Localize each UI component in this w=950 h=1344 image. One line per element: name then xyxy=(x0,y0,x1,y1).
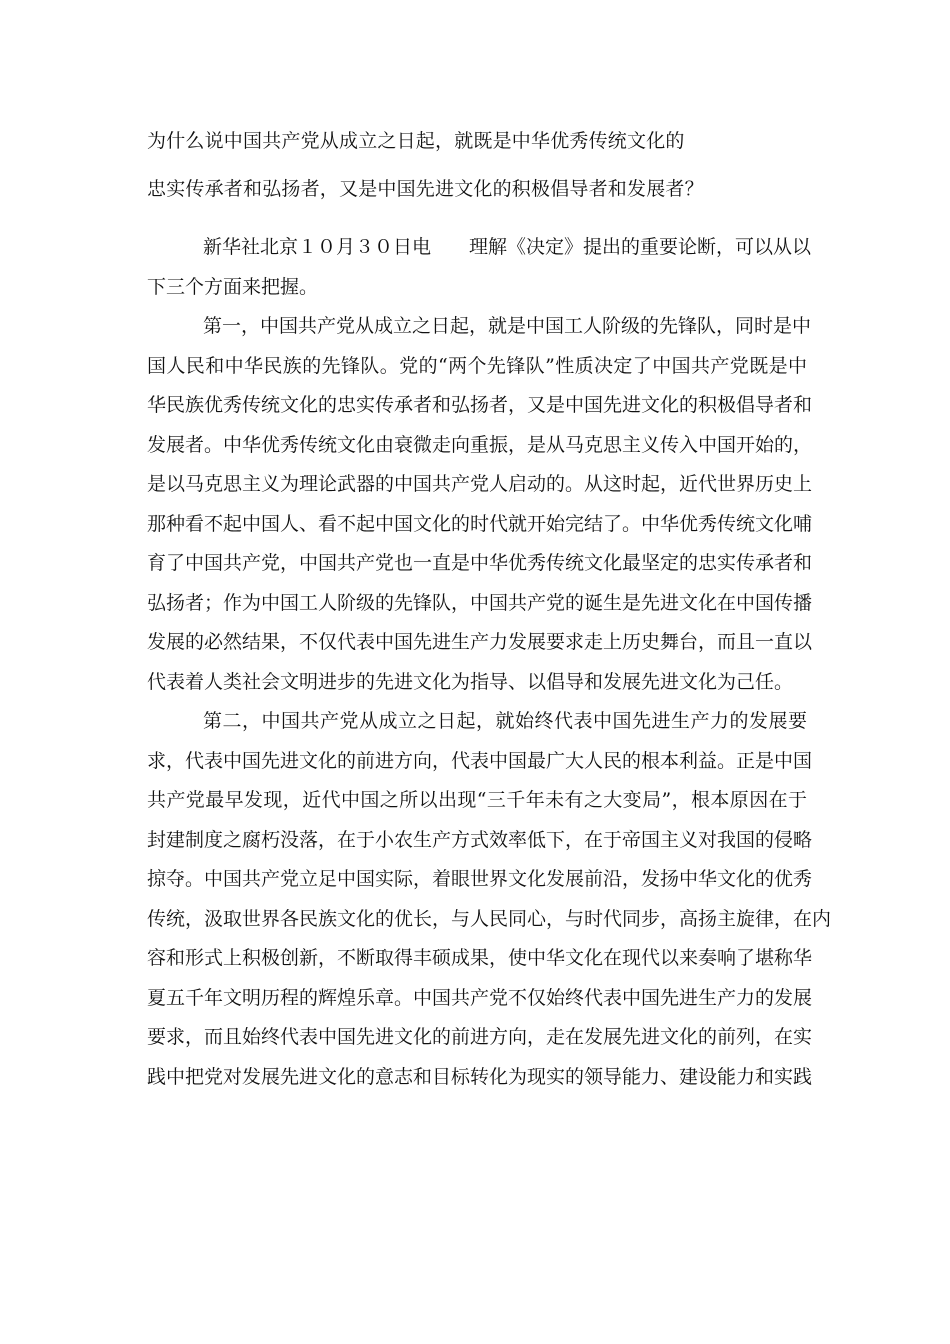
text-line: 下三个方面来把握。 xyxy=(147,275,319,298)
text-line: 共产党最早发现，近代中国之所以出现“三千年未有之大变局”，根本原因在于 xyxy=(147,789,807,811)
title-line-2: 忠实传承者和弘扬者，又是中国先进文化的积极倡导者和发展者？ xyxy=(147,178,704,200)
text-line: 容和形式上积极创新，不断取得丰硕成果，使中华文化在现代以来奏响了堪称华 xyxy=(147,947,813,969)
text-line: 传统，汲取世界各民族文化的优长，与人民同心，与时代同步，高扬主旋律，在内 xyxy=(147,907,832,930)
paragraph-first-point xyxy=(147,307,813,702)
text-line: 华民族优秀传统文化的忠实传承者和弘扬者，又是中国先进文化的积极倡导者和 xyxy=(147,394,813,416)
text-line: 国人民和中华民族的先锋队。党的“两个先锋队”性质决定了中国共产党既是中 xyxy=(147,354,807,377)
text-line: 掠夺。中国共产党立足中国实际，着眼世界文化发展前沿，发扬中华文化的优秀 xyxy=(147,868,813,890)
text-line: 弘扬者；作为中国工人阶级的先锋队，中国共产党的诞生是先进文化在中国传播 xyxy=(147,591,813,614)
title-line-1: 为什么说中国共产党从成立之日起，就既是中华优秀传统文化的 xyxy=(147,130,685,152)
text-line: 新华社北京１０月３０日电 理解《决定》提出的重要论断，可以从以 xyxy=(203,236,812,258)
paragraph-second-point xyxy=(147,702,832,1097)
text-line: 是以马克思主义为理论武器的中国共产党人启动的。从这时起，近代世界历史上 xyxy=(147,473,813,495)
paragraph-intro xyxy=(147,228,812,307)
text-line: 发展者。中华优秀传统文化由衰微走向重振，是从马克思主义传入中国开始的， xyxy=(147,433,813,456)
text-line: 那种看不起中国人、看不起中国文化的时代就开始完结了。中华优秀传统文化哺 xyxy=(147,512,813,535)
text-line: 要求，而且始终代表中国先进文化的前进方向，走在发展先进文化的前列，在实 xyxy=(147,1026,813,1048)
document-body xyxy=(147,228,832,1097)
text-line: 代表着人类社会文明进步的先进文化为指导、以倡导和发展先进文化为己任。 xyxy=(147,670,794,693)
text-line: 封建制度之腐朽没落，在于小农生产方式效率低下，在于帝国主义对我国的侵略 xyxy=(147,828,813,851)
document-title xyxy=(147,117,807,213)
text-line: 践中把党对发展先进文化的意志和目标转化为现实的领导能力、建设能力和实践 xyxy=(147,1065,813,1088)
text-line: 夏五千年文明历程的辉煌乐章。中国共产党不仅始终代表中国先进生产力的发展 xyxy=(147,986,813,1009)
text-line: 发展的必然结果，不仅代表中国先进生产力发展要求走上历史舞台，而且一直以 xyxy=(147,631,813,653)
text-line: 第一，中国共产党从成立之日起，就是中国工人阶级的先锋队，同时是中 xyxy=(203,315,812,337)
text-line: 第二，中国共产党从成立之日起，就始终代表中国先进生产力的发展要 xyxy=(203,710,807,732)
text-line: 求，代表中国先进文化的前进方向，代表中国最广大人民的根本利益。正是中国 xyxy=(147,749,813,772)
text-line: 育了中国共产党，中国共产党也一直是中华优秀传统文化最坚定的忠实传承者和 xyxy=(147,552,813,574)
